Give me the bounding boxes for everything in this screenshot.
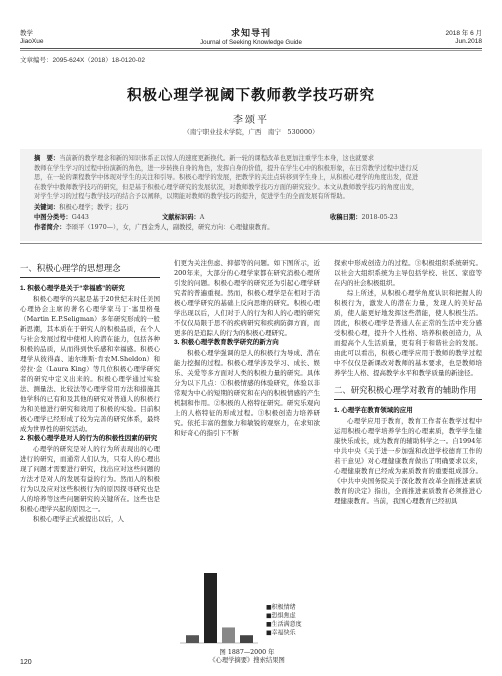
author-affiliation: （南宁职业技术学院，广西 南宁 530000）	[183, 128, 319, 136]
figure-label: 图 1887—2000 年	[219, 649, 275, 656]
subsection-heading: 1. 心理学在教育领域的应用	[334, 407, 413, 414]
keywords-label: 关键词：	[34, 204, 60, 211]
page-number: 120	[20, 659, 32, 666]
figure-search-results	[174, 569, 320, 664]
figure-caption: 《心理学摘要》搜索结果图	[209, 657, 285, 664]
section-rule	[334, 399, 482, 400]
received-group	[330, 213, 398, 222]
keywords-row	[34, 203, 128, 212]
received-value: 2018-05-23	[361, 214, 398, 221]
body-column-1	[20, 258, 160, 524]
bar-3	[222, 627, 235, 643]
legend-entry: ■幸福快乐	[266, 629, 296, 637]
body-paragraph: 心理学应用于教育，教育工作者在教学过程中运用积极心理学培养学生的心理素质，教学学生健康快乐成长，成为教育的辅助科学之一。自1994年中共中央《关于进一步加强和改进学校德育工作的若干意见》对心理健康教育做出了明确要求以来，心理健康教育已经成为素质教育的重要组成部分。《中共中央国务院关于深化教育改革全面推进素质教育的决定》指出，全面推进素质教育必须推进心理健康教育。当前，我国心理教育已经初具	[334, 417, 482, 505]
body-paragraph: 们更为关注焦虑、抑郁等的问题。如下图所示，近200年来，大部分的心理学家都在研究消极心理所引发的问题。积极心理学的研究还为引起心理学研究者的普遍重视。然而，积极心理学是在相对于消极心理学研究的基础上反向思维的研究。积极心理学出现以后，人们对于人的行为和人的心理的研究不仅仅局限于思不的疾病研究和疾病防御方面，而更多的是追踪人的行为的积极心理研究。	[174, 259, 320, 337]
subsection-heading: 2. 积极心理学是对人的行为的积极性因素的研究	[20, 435, 158, 442]
doc-code-group	[162, 213, 204, 222]
section-heading: 二、研究积极心理学对教育的辅助作用	[334, 385, 477, 395]
bar-2	[204, 573, 217, 643]
legend-entry: ■积极情绪	[266, 604, 296, 611]
legend-entry: ■生活满意度	[266, 621, 302, 628]
issue-date-cn: 2018 年 6 月	[445, 30, 482, 37]
paper-title: 积极心理学视阈下教师教学技巧研究	[127, 88, 375, 104]
clc-value: G443	[71, 214, 89, 221]
received-label: 收稿日期：	[330, 214, 362, 221]
journal-title-header	[120, 28, 382, 47]
body-paragraph: 积极心理学强调的是人的积极行为导成、潜在能力挖掘的过程。积极心理学涉及学习、成长、娱乐、关爱等多方面对人类的积极力量的研究。具体分为以下几点：①积极情感的体验研究，体验以非常观为中心的短期的研究和在内的积极情感的产生机制和作用。②积极的人格特征研究。研究乐观向上的人格特征的形成过程。③积极创造力培养研究。依托丰富的想象力和敏锐的观察力，在求知欲和好奇心的指引下不断	[174, 349, 320, 437]
legend-entry: ■恐惧焦虑	[266, 612, 296, 620]
keywords-value: 积极心理学；教学；技巧	[59, 204, 129, 211]
doc-code-label: 文献标识码：	[162, 214, 200, 221]
journal-issue-header	[446, 30, 483, 46]
abstract-label: 摘 要：	[34, 155, 60, 162]
abstract-line: 在教学中教师教学技巧的研究，但是基于积极心理学研究的发展状况，对教师教学技巧方面的研究较少。本文从教师教学技巧的角度出发，	[34, 183, 419, 191]
body-paragraph: 积极心理学正式被提出以后，人	[33, 515, 124, 523]
header-divider	[20, 48, 482, 49]
classification-row	[34, 213, 468, 222]
subsection-heading: 3. 积极心理学教育教学研究的新方向	[174, 339, 279, 346]
abstract-text: 当前新的教学理念和新的知识体系正以惊人的速度更新换代。新一轮的课程改革也更加注重学生本身，这也就要求	[59, 155, 375, 162]
journal-subtitle: Journal of Seeking Knowledge Guide	[200, 39, 302, 46]
body-paragraph: 积极心理学的兴起是基于20世纪末时任美国心理协会主席的著名心理学家马丁·塞里格曼（Martin E.P.Seligman）多年研究形成的一般新思潮，其本质在于研究人的积极品质，在个人与社会发展过程中使相人的潜在能力，包括各种积极的品质，从而得到快乐感和幸福感。积极心理学从彼得森、迪尔维斯·肯农M.Sheldon）和劳拉·金（Laura King）等几位积极心理学研究者的研究中定义出来的。积极心理学通过实验法、测量法、比较法等心理学常用方法和措施其他学科的已有和及其他的研究对普通人的积极行为和美德进行研究和效用了积极的实验。目前积极心理学已经形成了较为完善的研究体系，最终成为世界性的研究活动。	[20, 295, 160, 433]
body-column-3	[334, 258, 482, 506]
author-name: 李颂平	[233, 115, 269, 126]
article-number: 文章编号：2095-624X（2018）18-0120-02	[20, 57, 146, 64]
journal-category-pinyin: JiaoXue	[20, 38, 44, 45]
abstract-divider	[20, 243, 482, 244]
issue-date-en: Jun.2018	[455, 38, 482, 45]
section-heading: 一、积极心理学的思想理念	[20, 263, 121, 273]
header-divider-thin	[20, 50, 482, 51]
abstract-line: 对学生学习的过程与教学技巧的结合予以阐释，以期能对教师的教学技巧的提升，促进学生的全面发展有所帮助。	[34, 193, 349, 200]
abstract-line: 教师在学生学习的过程中扮演新的角色，进一步转换自身的角色，发挥自身的价值，提升在学生心中的积极形象，在日常教学过程中进行反	[34, 164, 419, 172]
doc-code-value: A	[199, 214, 205, 221]
journal-category-cn: 教学	[20, 30, 33, 37]
abstract-line: 思，在一轮的课程教学中体现对学生的关注和引导。积极心理学的发展，把教学的关注点转移到学生身上，从积极心理学的角度出发，促进	[34, 174, 419, 181]
journal-category-header	[20, 30, 44, 46]
bar-4	[240, 635, 253, 643]
clc-label: 中图分类号：	[34, 214, 72, 221]
body-paragraph: 综上所述，从积极心理学角度认识和把握人的积极行为，激发人的潜在力量，发现人的美好品质，使人能更好地发挥这些潜能，使人积极生活。因此，积极心理学是普通人在正常的生活中充分感受积极心理，提升个人性格、培养积极创造力，从而提高个人生活质量，更有利于和谐社会的发展。由此可以看出，积极心理学应用于教师的教学过程中不仅仅是新课改对教师的基本要求，也是教师培养学生人格、提高教学水平和教学质量的新途径。	[334, 289, 482, 377]
body-paragraph: 心理学的研究是对人的行为所表现出的心理进行的研究，而通常人们认为，只有人的心理出现了问题才需要进行研究，找出应对这些问题的方法才是对人的发展有益的行为。然而人的积极行为以及应对这些积极行为的原因探寻研究也是人的培养等这些问题研究的关键所在。这些也是积极心理学兴起的原因之一。	[20, 445, 160, 513]
body-column-2	[174, 258, 320, 438]
subsection-heading: 1. 积极心理学是关于“幸福感”的研究	[20, 285, 125, 292]
author-bio-row	[34, 223, 274, 232]
journal-title: 求知导刊	[230, 28, 271, 38]
search-results-chart	[174, 569, 320, 647]
abstract-line	[34, 154, 468, 163]
author-bio-value: 李颂平（1970—），女，广西金秀人，副教授，研究方向：心理健康教育。	[65, 224, 274, 231]
author-bio-label: 作者简介：	[34, 224, 66, 231]
section-rule	[20, 277, 160, 278]
body-paragraph: 探索中形成创造力的过程。③积极组织系统研究。以社会大组织系统为主导包括学校、社区、家庭等在内的社会积极组织。	[334, 259, 482, 287]
bar-1	[186, 635, 199, 643]
